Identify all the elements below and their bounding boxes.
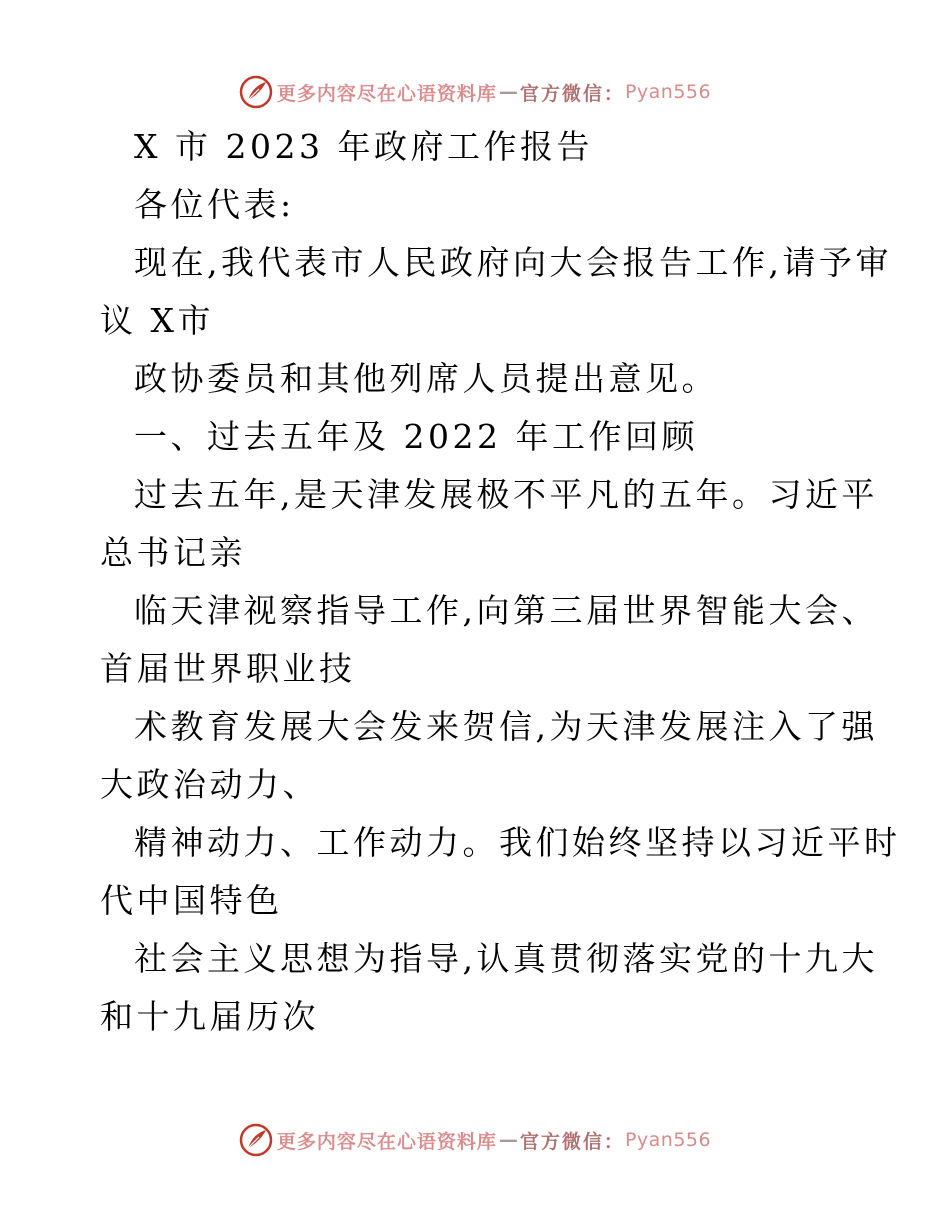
document-body <box>100 118 901 1046</box>
paragraph-line: 临天津视察指导工作,向第三届世界智能大会、 <box>134 591 878 630</box>
watermark-site-text: 更多内容尽在心语资料库 <box>276 1130 497 1153</box>
document-title: X 市 2023 年政府工作报告 <box>134 127 593 166</box>
header-watermark <box>0 72 950 112</box>
paragraph-line: 总书记亲 <box>100 533 246 572</box>
footer-watermark <box>0 1120 950 1160</box>
paragraph-line: 和十九届历次 <box>100 997 319 1036</box>
salutation: 各位代表: <box>134 185 295 224</box>
paragraph-line: 大政治动力、 <box>100 765 319 804</box>
paragraph-line: 精神动力、工作动力。我们始终坚持以习近平时 <box>134 823 901 862</box>
paragraph-line: 政协委员和其他列席人员提出意见。 <box>134 359 718 398</box>
watermark-wechat-label: 官方微信： <box>519 1130 625 1153</box>
section-heading: 一、过去五年及 2022 年工作回顾 <box>134 417 698 456</box>
watermark-dash: — <box>498 1129 518 1151</box>
paragraph-line: 首届世界职业技 <box>100 649 356 688</box>
watermark-wechat-id: Pyan556 <box>624 1129 712 1151</box>
paragraph-line: 术教育发展大会发来贺信,为天津发展注入了强 <box>134 707 878 746</box>
paragraph-line: 议 X市 <box>100 301 214 340</box>
paragraph-line: 现在,我代表市人民政府向大会报告工作,请予审 <box>134 243 892 282</box>
paragraph-line: 过去五年,是天津发展极不平凡的五年。习近平 <box>134 475 878 514</box>
feather-quill-logo-icon <box>239 75 273 109</box>
paragraph-line: 社会主义思想为指导,认真贯彻落实党的十九大 <box>134 939 878 978</box>
paragraph-line: 代中国特色 <box>100 881 283 920</box>
watermark-wechat-label: 官方微信： <box>519 82 625 105</box>
watermark-site-text: 更多内容尽在心语资料库 <box>276 82 497 105</box>
watermark-dash: — <box>498 81 518 103</box>
watermark-wechat-id: Pyan556 <box>624 81 712 103</box>
feather-quill-logo-icon <box>239 1123 273 1157</box>
